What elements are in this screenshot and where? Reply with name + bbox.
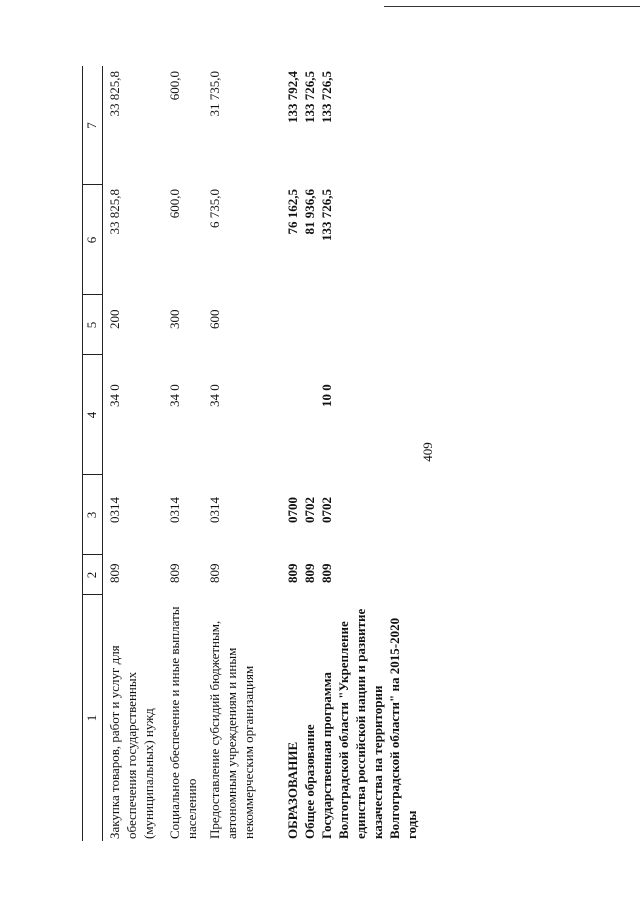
row-amount-col6: 600,0 — [167, 189, 182, 219]
row-code-col2: 809 — [107, 563, 122, 583]
column-number-7: 7 — [84, 122, 99, 129]
row-code-col4: 34 0 — [107, 384, 122, 407]
row-code-col2: 809 — [167, 563, 182, 583]
column-number-6: 6 — [84, 236, 99, 244]
row-amount-col7: 600,0 — [167, 71, 182, 101]
budget-table — [82, 66, 419, 841]
row-code-col3: 0702 — [302, 497, 317, 523]
row-name: Закупка товаров, работ и услуг для обеспечения государственных (муниципальных) нужд — [107, 645, 156, 839]
column-number-2: 2 — [84, 571, 99, 579]
row-code-col2: 809 — [302, 563, 317, 583]
row-amount-col6: 6 735,0 — [207, 189, 222, 228]
row-name: Социальное обеспечение и иные выплаты населению — [167, 606, 199, 839]
row-amount-col6: 33 825,8 — [107, 189, 122, 235]
row-code-col4: 34 0 — [167, 384, 182, 407]
row-code-col4: 34 0 — [207, 384, 222, 407]
row-amount-col6: 133 726,5 — [319, 189, 334, 241]
row-code-col2: 809 — [207, 563, 222, 583]
row-code-col5: 600 — [207, 309, 222, 329]
row-name: Общее образование — [302, 724, 317, 839]
row-amount-col7: 133 792,4 — [285, 71, 300, 123]
row-amount-col6: 76 162,5 — [285, 189, 300, 235]
row-amount-col6: 81 936,6 — [302, 189, 317, 235]
column-number-1: 1 — [84, 714, 99, 722]
column-number-5: 5 — [84, 321, 99, 329]
row-code-col2: 809 — [319, 563, 334, 583]
row-amount-col7: 33 825,8 — [107, 71, 122, 117]
row-code-col3: 0314 — [107, 497, 122, 523]
column-number-4: 4 — [84, 411, 99, 419]
row-name: Предоставление субсидий бюджетным, автономным учреждениям и иным некоммерческим организациям — [207, 620, 256, 839]
row-code-col2: 809 — [285, 563, 300, 583]
row-amount-col7: 133 726,5 — [302, 71, 317, 123]
row-amount-col7: 31 735,0 — [207, 71, 222, 117]
row-name: ОБРАЗОВАНИЕ — [285, 741, 300, 839]
row-code-col3: 0702 — [319, 497, 334, 523]
row-code-col5: 300 — [167, 309, 182, 329]
row-code-col5: 200 — [107, 309, 122, 329]
row-code-col3: 0700 — [285, 497, 300, 523]
row-code-col4: 10 0 — [319, 384, 334, 407]
column-number-3: 3 — [84, 511, 99, 519]
row-code-col3: 0314 — [207, 497, 222, 523]
row-code-col3: 0314 — [167, 497, 182, 523]
row-name: Государственная программа Волгоградской области "Укрепление единства российской нации и развитие казачества на территории Волгоградской области" на 2015-2020 годы — [319, 608, 419, 839]
row-amount-col7: 133 726,5 — [319, 71, 334, 123]
header-bottom-rule — [102, 66, 103, 841]
page-number: 409 — [420, 442, 435, 462]
